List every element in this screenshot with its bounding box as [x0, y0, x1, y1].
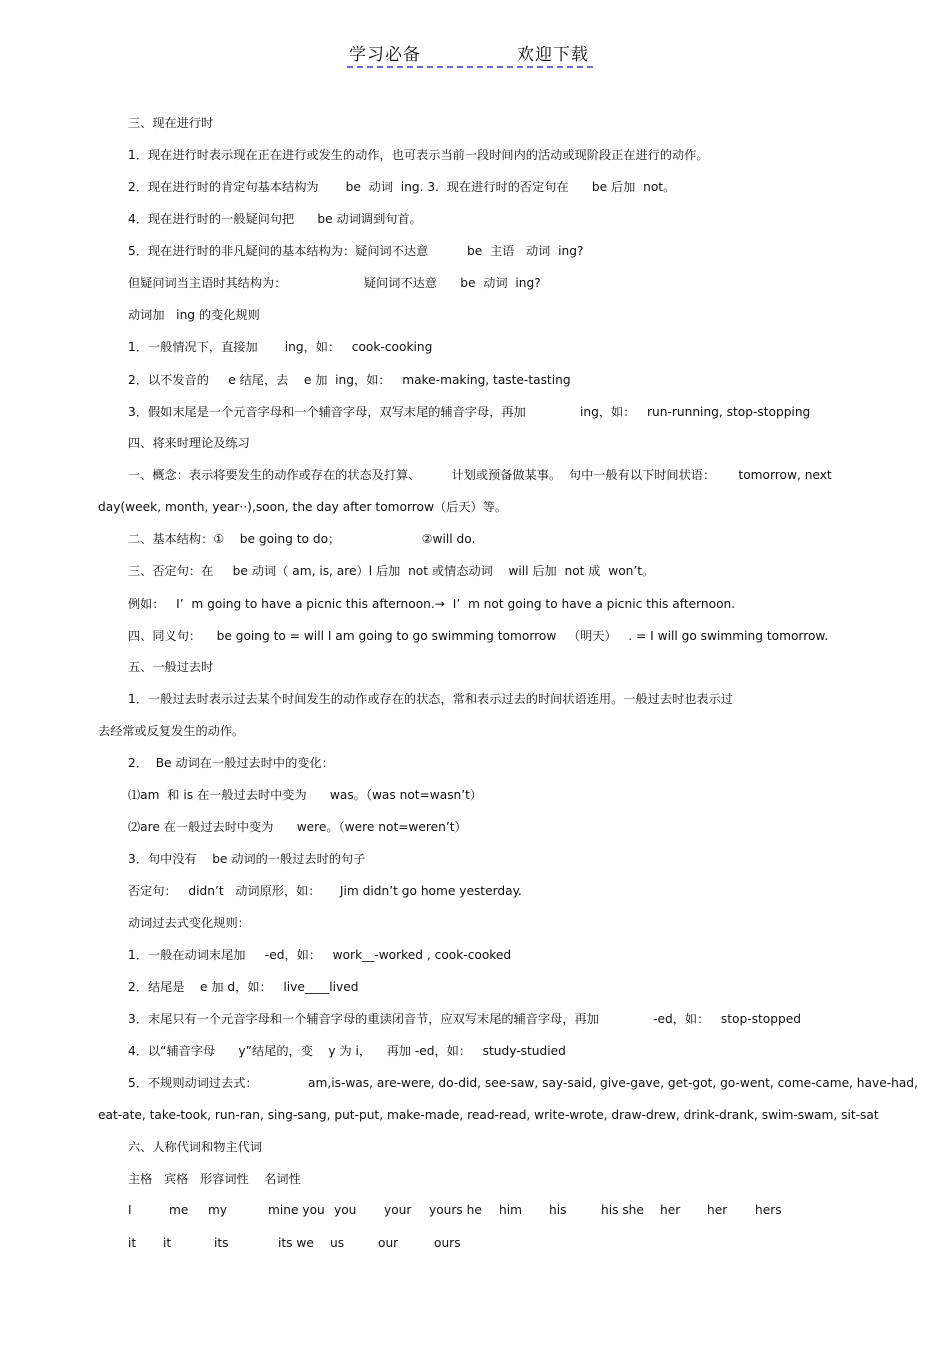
section-heading: 五、一般过去时 [128, 660, 214, 674]
text-line: 一、概念：表示将要发生的动作或存在的状态及打算、 计划或预备做某事。 句中一般有以下时间状语： tomorrow, next [128, 468, 832, 482]
text-line: 二、基本结构：① be going to do； ②will do. [128, 532, 476, 546]
table-cell: yours he [429, 1203, 482, 1217]
text-line: 4．现在进行时的一般疑问句把 be 动词调到句首。 [128, 212, 422, 226]
section-heading: 四、将来时理论及练习 [128, 436, 250, 450]
section-heading: 三、现在进行时 [128, 116, 214, 130]
table-cell: its we [278, 1236, 314, 1250]
text-line: 3．句中没有 be 动词的一般过去时的句子 [128, 852, 366, 866]
section-heading: 六、人称代词和物主代词 [128, 1140, 263, 1154]
text-line: 4．以“辅音字母 y”结尾的，变 y 为 i， 再加 -ed，如： study-studied [128, 1044, 566, 1058]
text-line: 2．以不发音的 e 结尾，去 e 加 ing，如： make-making, taste-tasting [128, 373, 571, 387]
text-line: 去经常或反复发生的动作。 [98, 724, 245, 738]
text-line: 四、同义句： be going to = will I am going to go swimming tomorrow （明天） . = I will go swimming tomorrow. [128, 629, 829, 643]
text-line: eat-ate, take-took, run-ran, sing-sang, put-put, make-made, read-read, write-wrote, draw-drew, drink-drank, swim-swam, sit-sat [98, 1108, 879, 1122]
text-line: 5．现在进行时的非凡疑问的基本结构为：疑问词不达意 be 主语 动词 ing? [128, 244, 584, 258]
text-line: 三、否定句：在 be 动词（ am, is, are）l 后加 not 或情态动词 will 后加 not 成 won’t。 [128, 564, 655, 578]
table-cell: his she [601, 1203, 644, 1217]
table-cell: hers [755, 1203, 782, 1217]
table-cell: his [549, 1203, 567, 1217]
text-line: 5．不规则动词过去式： am,is-was, are-were, do-did, see-saw, say-said, give-gave, get-got, go-went, come-came, have-had, [128, 1076, 918, 1090]
table-cell: your [384, 1203, 412, 1217]
text-line: 3．末尾只有一个元音字母和一个辅音字母的重读闭音节，应双写末尾的辅音字母，再加 -ed，如： stop-stopped [128, 1012, 801, 1026]
table-cell: mine you [268, 1203, 325, 1217]
text-line: 1．现在进行时表示现在正在进行或发生的动作，也可表示当前一段时间内的活动或现阶段正在进行的动作。 [128, 148, 709, 162]
text-line: ⑴am 和 is 在一般过去时中变为 was。（was not=wasn’t） [128, 788, 483, 802]
text-line: day(week, month, year··),soon, the day after tomorrow（后天）等。 [98, 500, 508, 514]
text-line: 2．现在进行时的肯定句基本结构为 be 动词 ing. 3. 现在进行时的否定句在 be 后加 not。 [128, 180, 676, 194]
text-line: 2． Be 动词在一般过去时中的变化： [128, 756, 334, 770]
text-line: 1．一般过去时表示过去某个时间发生的动作或存在的状态，常和表示过去的时间状语连用。一般过去时也表示过 [128, 692, 733, 706]
table-cell: him [499, 1203, 522, 1217]
text-line: 动词过去式变化规则： [128, 916, 250, 930]
table-cell: our [378, 1236, 399, 1250]
table-cell: it [163, 1236, 172, 1250]
table-cell: ours [434, 1236, 461, 1250]
text-line: 否定句： didn’t 动词原形，如： Jim didn’t go home yesterday. [128, 884, 522, 898]
table-cell: us [330, 1236, 345, 1250]
header-right-text: 欢迎下载 [517, 45, 589, 65]
text-line: 例如： I’ m going to have a picnic this afternoon.→ I’ m not going to have a picnic this afternoon. [128, 597, 736, 611]
table-cell: her [707, 1203, 728, 1217]
text-line: 1．一般情况下，直接加 ing，如： cook-cooking [128, 340, 433, 354]
text-line: 但疑问词当主语时其结构为： 疑问词不达意 be 动词 ing? [128, 276, 541, 290]
text-line: ⑵are 在一般过去时中变为 were。（were not=weren’t） [128, 820, 467, 834]
table-cell: her [660, 1203, 681, 1217]
table-cell: my [208, 1203, 228, 1217]
table-cell: it [128, 1236, 137, 1250]
table-cell: me [169, 1203, 189, 1217]
text-line: 3．假如末尾是一个元音字母和一个辅音字母，双写末尾的辅音字母，再加 ing，如： run-running, stop-stopping [128, 405, 811, 419]
header-left-text: 学习必备 [349, 45, 421, 65]
text-line: 2．结尾是 e 加 d，如： live____lived [128, 980, 359, 994]
text-line: 1．一般在动词末尾加 -ed，如： work__-worked , cook-cooked [128, 948, 512, 962]
text-line: 主格 宾格 形容词性 名词性 [128, 1172, 301, 1186]
table-cell: I [128, 1203, 132, 1217]
text-line: 动词加 ing 的变化规则 [128, 308, 260, 322]
table-cell: its [214, 1236, 229, 1250]
page-header [347, 40, 593, 68]
table-cell: you [334, 1203, 357, 1217]
